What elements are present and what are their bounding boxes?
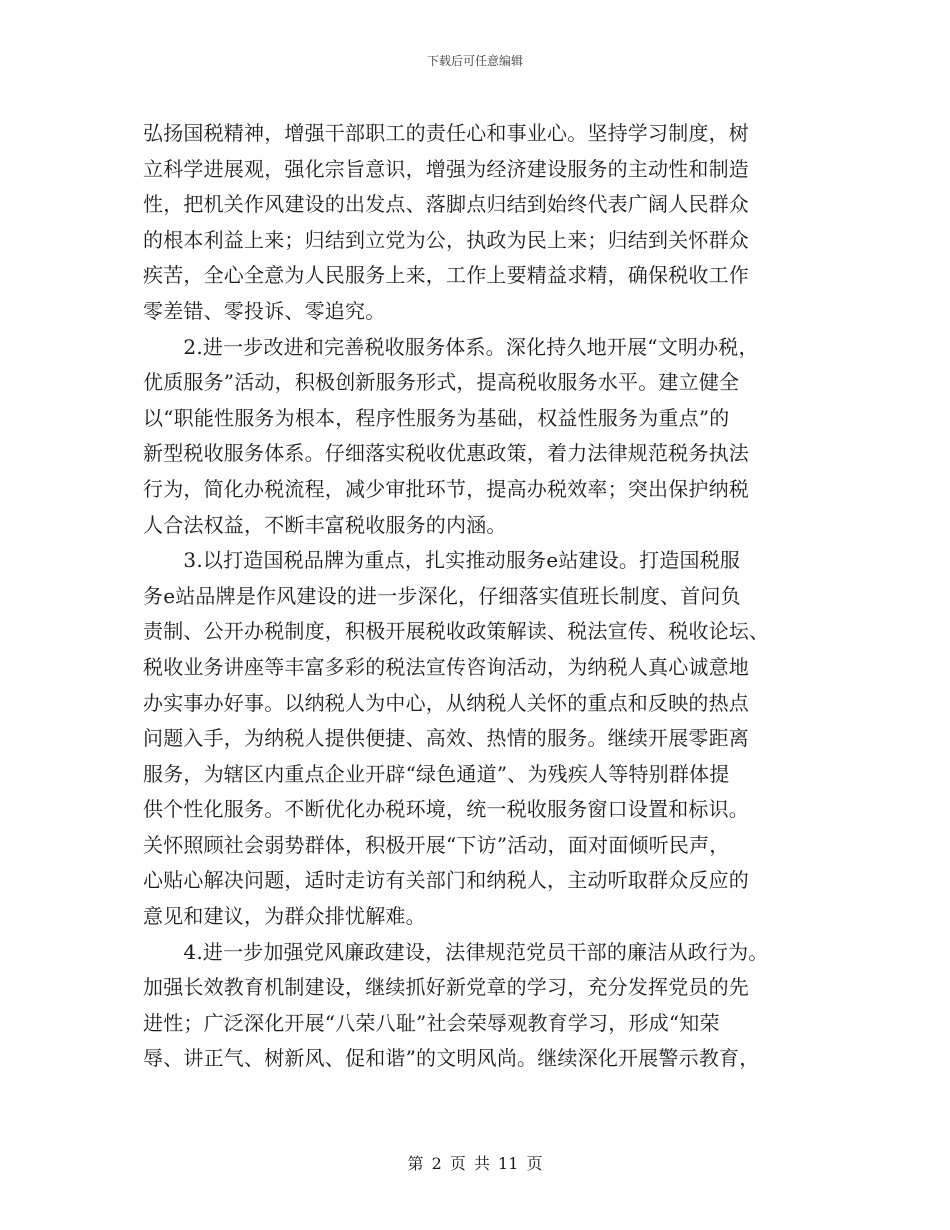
text-line: 关怀照顾社会弱势群体，积极开展“下访”活动，面对面倾听民声， <box>143 832 730 857</box>
text-line: 办实事办好事。以纳税人为中心，从纳税人关怀的重点和反映的热点 <box>143 690 749 715</box>
text-line: 弘扬国税精神，增强干部职工的责任心和事业心。坚持学习制度，树 <box>143 121 749 145</box>
text-line: 零差错、零投诉、零追究。 <box>143 298 386 323</box>
text-line: 性，把机关作风建设的出发点、落脚点归结到始终代表广阔人民群众 <box>143 192 749 217</box>
text-line: 立科学进展观，强化宗旨意识，增强为经济建设服务的主动性和制造 <box>143 156 749 181</box>
text-line: 服务，为辖区内重点企业开辟“绿色通道”、为残疾人等特别群体提 <box>143 761 730 786</box>
text-line: 辱、讲正气、树新风、促和谐”的文明风尚。继续深化开展警示教育， <box>143 1046 760 1071</box>
text-line: 心贴心解决问题，适时走访有关部门和纳税人，主动听取群众反应的 <box>143 868 749 893</box>
document-body <box>143 116 813 1077</box>
text-line: 进性；广泛深化开展“八荣八耻”社会荣辱观教育学习，形成“知荣 <box>143 1010 720 1035</box>
page-header: 下载后可任意编辑 <box>426 54 523 68</box>
text-line: 优质服务”活动，积极创新服务形式，提高税收服务水平。建立健全 <box>143 370 740 395</box>
text-line: 4.进一步加强党风廉政建设，法律规范党员干部的廉洁从政行为。 <box>143 939 769 964</box>
text-line: 加强长效教育机制建设，继续抓好新党章的学习，充分发挥党员的先 <box>143 975 749 1000</box>
text-line: 行为，简化办税流程，减少审批环节，提高办税效率；突出保护纳税 <box>143 476 749 501</box>
text-line: 新型税收服务体系。仔细落实税收优惠政策，着力法律规范税务执法 <box>143 441 749 466</box>
text-line: 供个性化服务。不断优化办税环境，统一税收服务窗口设置和标识。 <box>143 797 749 822</box>
text-line: 责制、公开办税制度，积极开展税收政策解读、税法宣传、税收论坛、 <box>143 619 770 644</box>
text-line: 问题入手，为纳税人提供便捷、高效、热情的服务。继续开展零距离 <box>143 726 749 751</box>
text-line: 的根本利益上来；归结到立党为公，执政为民上来；归结到关怀群众 <box>143 227 749 252</box>
text-line: 2.进一步改进和完善税收服务体系。深化持久地开展“文明办税， <box>143 334 759 359</box>
text-line: 务e站品牌是作风建设的进一步深化，仔细落实值班长制度、首问负 <box>143 583 741 608</box>
text-line: 以“职能性服务为根本，程序性服务为基础，权益性服务为重点”的 <box>143 405 730 430</box>
page-footer: 第 2 页 共 11 页 <box>407 1154 543 1173</box>
text-line: 税收业务讲座等丰富多彩的税法宣传咨询活动，为纳税人真心诚意地 <box>143 654 749 679</box>
text-line: 3.以打造国税品牌为重点，扎实推动服务e站建设。打造国税服 <box>143 548 741 573</box>
text-line: 疾苦，全心全意为人民服务上来，工作上要精益求精，确保税收工作 <box>143 263 749 288</box>
text-line: 人合法权益，不断丰富税收服务的内涵。 <box>143 512 507 537</box>
text-line: 意见和建议，为群众排忧解难。 <box>143 904 426 929</box>
